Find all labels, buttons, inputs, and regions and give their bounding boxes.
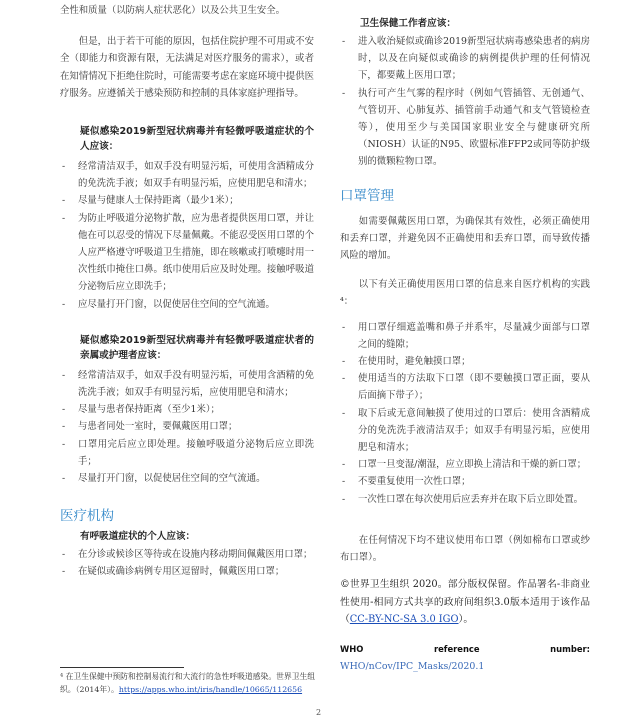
heading-caregivers: 疑似感染2019新型冠状病毒并有轻微呼吸道症状者的亲属或护理者应该： bbox=[80, 334, 314, 361]
left-column bbox=[60, 0, 314, 581]
list-mask-practice bbox=[340, 319, 590, 508]
list-item: - 口罩一旦变湿/潮湿，应立即换上清洁和干燥的新口罩； bbox=[340, 456, 590, 473]
list-respiratory-symptoms bbox=[60, 546, 314, 580]
reference-number: WHO/nCov/IPC_Masks/2020.1 bbox=[340, 660, 485, 672]
section-title-mask-management: 口罩管理 bbox=[340, 187, 394, 204]
list-item: - 一次性口罩在每次使用后应丢弃并在取下后立即处置。 bbox=[340, 491, 590, 508]
footnote-divider bbox=[60, 667, 184, 668]
list-item: - 口罩用完后应立即处理。接触呼吸道分泌物后应立即洗手； bbox=[60, 436, 314, 470]
list-item: - 不要重复使用一次性口罩； bbox=[340, 473, 590, 490]
list-item: - 经常清洁双手，如双手没有明显污垢，可使用含酒精的免洗洗手液；如双手有明显污垢，应使用肥皂和清水； bbox=[60, 367, 314, 401]
footnote-text: ⁴ 在卫生保健中预防和控制易流行和大流行的急性呼吸道感染。世界卫生组织。（2014年）。 bbox=[60, 672, 316, 694]
list-item: - 应尽量打开门窗，以促使居住空间的空气流通。 bbox=[60, 296, 314, 313]
list-caregivers bbox=[60, 367, 314, 487]
list-item: - 尽量与健康人士保持距离（最少1米）； bbox=[60, 192, 314, 209]
footnote-link[interactable]: https://apps.who.int/iris/handle/10665/112656 bbox=[118, 684, 303, 694]
copyright-notice bbox=[340, 576, 590, 629]
paragraph-home-care: 但是，出于若干可能的原因，包括住院护理不可用或不安全（即能力和资源有限，无法满足对医疗服务的需求），或者在知情情况下拒绝住院时，可能需要考虑在家庭环境中提供医疗服务。应遵循关于感染预防和控制的具体家庭护理指导。 bbox=[60, 36, 314, 99]
copyright-text: ©世界卫生组织 2020。部分版权保留。作品署名-非商业性使用-相同方式共享的政府间组织3.0版本适用于该作品（ bbox=[340, 579, 590, 626]
list-item: - 进入收治疑似或确诊2019新型冠状病毒感染患者的病房时，以及在向疑似或确诊的病例提供护理的任何情况下，都要戴上医用口罩； bbox=[340, 33, 590, 85]
list-item: - 尽量与患者保持距离（至少1米）； bbox=[60, 401, 314, 418]
section-title-health-facilities: 医疗机构 bbox=[60, 508, 114, 525]
list-item: - 使用适当的方法取下口罩（即不要触摸口罩正面，要从后面摘下带子）； bbox=[340, 370, 590, 404]
list-item: - 在分诊或候诊区等待或在设施内移动期间佩戴医用口罩； bbox=[60, 546, 314, 563]
list-item: - 为防止呼吸道分泌物扩散，应为患者提供医用口罩，并让他在可以忍受的情况下尽量佩戴。不能忍受医用口罩的个人应严格遵守呼吸道卫生措施，即在咳嗽或打喷嚏时用一次性纸巾掩住口鼻。纸巾使用后应及时处理。接触呼吸道分泌物后应立即洗手； bbox=[60, 210, 314, 296]
reference-label: WHO reference number: bbox=[340, 643, 590, 654]
heading-health-workers: 卫生保健工作者应该： bbox=[360, 18, 456, 29]
list-item: - 尽量打开门窗，以促使居住空间的空气流通。 bbox=[60, 470, 314, 487]
list-item: - 执行可产生气雾的程序时（例如气管插管、无创通气、气管切开、心肺复苏、插管前手动通气和支气管镜检查等），使用至少与美国国家职业安全与健康研究所（NIOSH）认证的N95、欧盟标准FFP2或同等防护级别的微颗粒物口罩。 bbox=[340, 85, 590, 171]
list-item: - 在使用时，避免触摸口罩； bbox=[340, 353, 590, 370]
paragraph-care-safety: 全性和质量（以防病人症状恶化）以及公共卫生安全。 bbox=[60, 5, 286, 16]
list-item: - 与患者同处一室时，要佩戴医用口罩； bbox=[60, 418, 314, 435]
list-item: - 取下后或无意间触摸了使用过的口罩后：使用含酒精成分的免洗洗手液清洁双手；如双手有明显污垢，应使用肥皂和清水； bbox=[340, 405, 590, 457]
heading-respiratory-symptoms: 有呼吸道症状的个人应该： bbox=[80, 531, 196, 543]
heading-mild-symptoms-individual: 疑似感染2019新型冠状病毒并有轻微呼吸道症状的个人应该： bbox=[80, 126, 314, 153]
license-link[interactable]: CC-BY-NC-SA 3.0 IGO bbox=[349, 614, 459, 626]
list-item: - 经常清洁双手，如双手没有明显污垢，可使用含酒精成分的免洗洗手液；如双手有明显污垢，应使用肥皂和清水； bbox=[60, 158, 314, 192]
paragraph-cloth-masks: 在任何情况下均不建议使用布口罩（例如棉布口罩或纱布口罩）。 bbox=[340, 534, 590, 564]
page-number: 2 bbox=[316, 708, 322, 717]
copyright-close: ）。 bbox=[458, 614, 474, 626]
who-reference bbox=[340, 641, 590, 675]
list-health-workers bbox=[340, 33, 590, 171]
paragraph-practice-source: 以下有关正确使用医用口罩的信息来自医疗机构的实践⁴： bbox=[340, 279, 590, 308]
footnote bbox=[60, 671, 322, 696]
paragraph-mask-usage: 如需要佩戴医用口罩，为确保其有效性，必须正确使用和丢弃口罩，并避免因不正确使用和丢弃口罩，而导致传播风险的增加。 bbox=[340, 215, 590, 262]
list-item: - 在疑似或确诊病例专用区逗留时，佩戴医用口罩； bbox=[60, 563, 314, 580]
list-item: - 用口罩仔细遮盖嘴和鼻子并系牢，尽量减少面部与口罩之间的缝隙； bbox=[340, 319, 590, 353]
right-column bbox=[340, 0, 590, 675]
list-mild-symptoms-individual bbox=[60, 158, 314, 313]
